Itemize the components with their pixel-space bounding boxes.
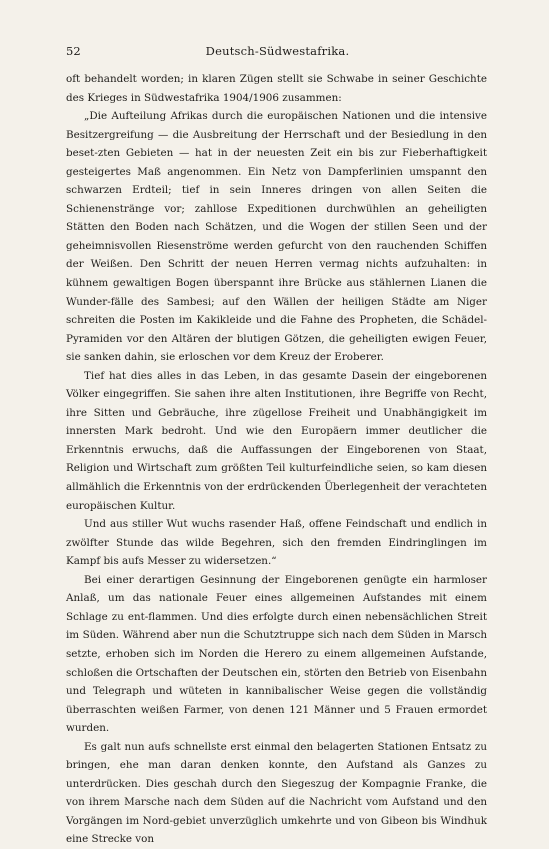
paragraph-uprising: Bei einer derartigen Gesinnung der Eingeborenen genügte ein harmloser Anlaß, um das nationale Feuer eines allgemeinen Aufstandes mit einem Schlage zu ent-flammen. Und dies erfolgte durch einen nebensächlichen Streit im Süden. Während aber nun die Schutztruppe sich nach dem Süden in Marsch setzte, erhoben sich im Norden die Herero zu einem allgemeinen Aufstande, schloßen die Ortschaften der Deutschen ein, störten den Betrieb von Eisenbahn und Telegraph und wüteten in kannibalischer Weise gegen die vollständig überraschten weißen Farmer, von denen 121 Männer und 5 Frauen ermordet wurden. [66,573,487,735]
paragraph-quote-end: Und aus stiller Wut wuchs rasender Haß, offene Feindschaft und endlich in zwölfter Stunde das wilde Begehren, sich den fremden Eindringlingen im Kampf bis aufs Messer zu widersetzen.“ [66,518,487,568]
paragraph-quote-middle: Tief hat dies alles in das Leben, in das gesamte Dasein der eingeborenen Völker eingegriffen. Sie sahen ihre alten Institutionen, ihre Begriffe von Recht, ihre Sitten und Gebräuche, ihre zügellose Freiheit und Unabhängigkeit im innersten Mark bedroht. Und wie den Europäern immer deutlicher die Erkenntnis erwuchs, daß die Auffassungen der Eingeborenen von Staat, Religion und Wirtschaft zum größten Teil kulturfeindliche seien, so kam diesen allmählich die Erkenntnis von der erdrückenden Überlegenheit der verachteten europäischen Kultur. [66,369,487,512]
paragraph-quote-start: „Die Aufteilung Afrikas durch die europäischen Nationen und die intensive Besitzergreifung — die Ausbreitung der Herrschaft und der Besiedlung in den beset-zten Gebieten — hat in der neuesten Zeit ein bis zur Fieberhaftigkeit gesteigertes Maß angenommen. Ein Netz von Dampferlinien umspannt den schwarzen Erdteil; tief in sein Inneres dringen von allen Seiten die Schienenstränge vor; zahllose Expeditionen durchwühlen an geheiligten Stätten den Boden nach Schätzen, und die Wogen der stillen Seen und der geheimnisvollen Riesenströme werden gefurcht von den rauchenden Schiffen der Weißen. Den Schritt der neuen Herren vermag nichts aufzuhalten: in kühnem gewaltigen Bogen überspannt ihre Brücke aus stählernen Lianen die Wunder-fälle des Sambesi; auf den Wällen der heiligen Städte am Niger schreiten die Posten im Kakikleide und die Fahne des Propheten, die Schädel-Pyramiden vor den Altären der blutigen Götzen, die geheiligten ewigen Feuer, sie sanken dahin, sie erloschen vor dem Kreuz der Eroberer. [66,110,487,364]
body-text [66,70,487,849]
page-header [66,44,489,64]
paragraph-intro: oft behandelt worden; in klaren Zügen stellt sie Schwabe in seiner Geschichte des Krieges in Südwestafrika 1904/1906 zusammen: [66,73,487,104]
running-title: Deutsch-Südwestafrika. [205,44,350,58]
page-number: 52 [66,44,81,58]
paragraph-relief: Es galt nun aufs schnellste erst einmal den belagerten Stationen Entsatz zu bringen, ehe man daran denken konnte, den Aufstand als Ganzes zu unterdrücken. Dies geschah durch den Siegeszug der Kompagnie Franke, die von ihrem Marsche nach dem Süden auf die Nachricht vom Aufstand und den Vorgängen im Nord-gebiet unverzüglich umkehrte und von Gibeon bis Windhuk eine Strecke von [66,740,487,846]
